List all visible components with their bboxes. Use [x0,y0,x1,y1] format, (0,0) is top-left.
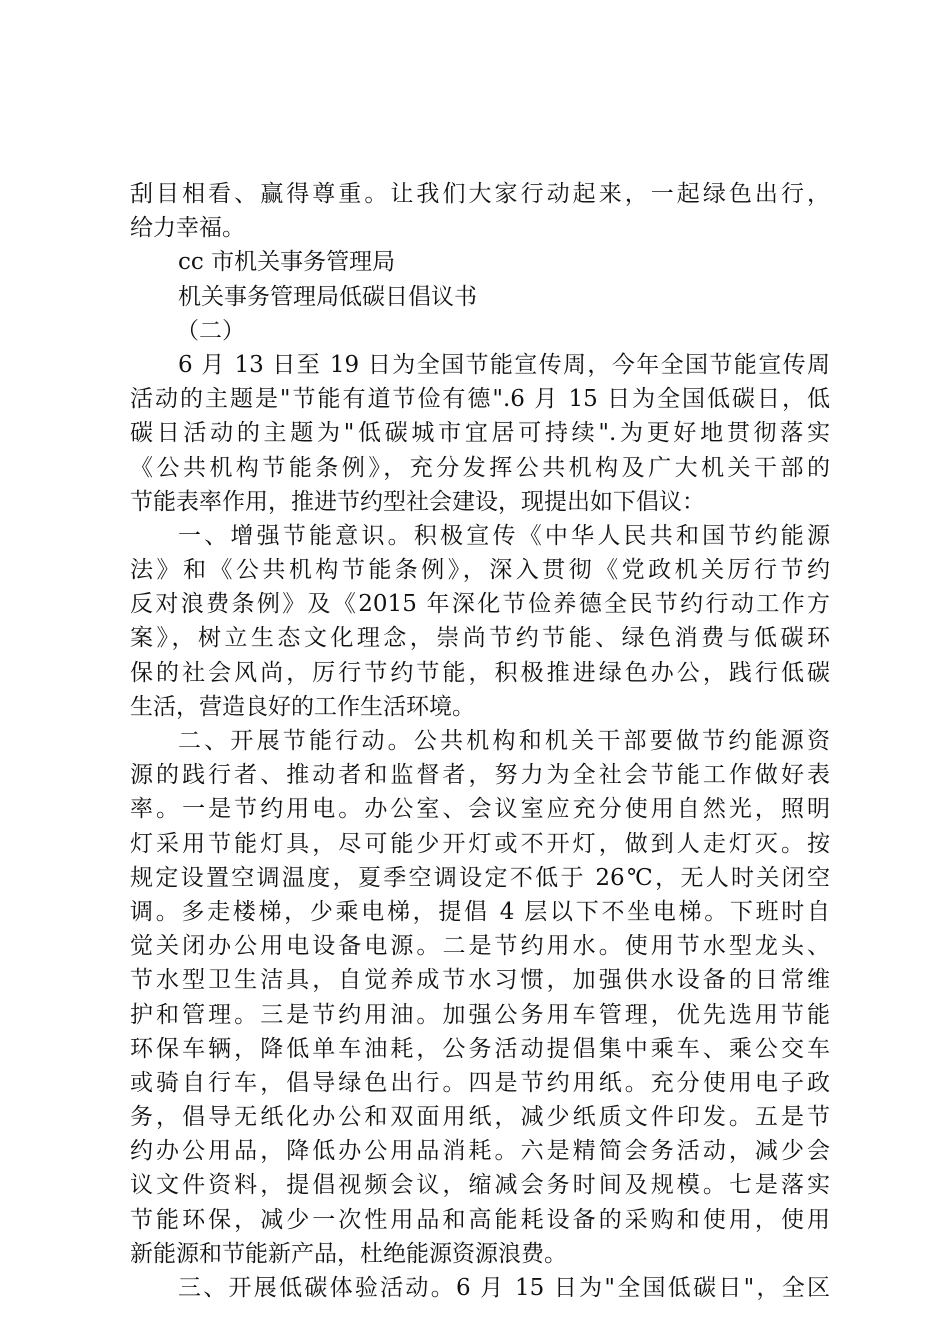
paragraph-line: 规定设置空调温度，夏季空调设定不低于 26℃，无人时关闭空 [130,864,830,891]
closing-text-line: 刮目相看、赢得尊重。让我们大家行动起来，一起绿色出行， [130,181,830,207]
document-subtitle: （二） [176,317,245,344]
signature: cc 市机关事务管理局 [178,249,396,276]
paragraph-line: 觉关闭办公用电设备电源。二是节约用水。使用节水型龙头、 [130,933,830,960]
paragraph-line: 议文件资料，提倡视频会议，缩减会务时间及规模。七是落实 [130,1172,830,1199]
paragraph-line: 或骑自行车，倡导绿色出行。四是节约用纸。充分使用电子政 [130,1069,830,1096]
paragraph-line: 源的践行者、推动者和监督者，努力为全社会节能工作做好表 [130,762,830,789]
paragraph-line: 一、增强节能意识。积极宣传《中华人民共和国节约能源 [178,522,830,549]
paragraph-line: 碳日活动的主题为"低碳城市宜居可持续".为更好地贯彻落实 [130,420,830,447]
paragraph-line: 护和管理。三是节约用油。加强公务用车管理，优先选用节能 [130,1001,830,1028]
paragraph-line: 保的社会风尚，厉行节约节能，积极推进绿色办公，践行低碳 [130,659,830,686]
paragraph-line: 环保车辆，降低单车油耗，公务活动提倡集中乘车、乘公交车 [130,1035,830,1062]
paragraph-line: 约办公用品，降低办公用品消耗。六是精简会务活动，减少会 [130,1138,830,1165]
paragraph-line: 节能表率作用，推进节约型社会建设，现提出如下倡议： [130,488,705,515]
paragraph-line: 调。多走楼梯，少乘电梯，提倡 4 层以下不坐电梯。下班时自 [130,898,830,925]
paragraph-line: 《公共机构节能条例》，充分发挥公共机构及广大机关干部的 [130,454,830,481]
paragraph-line: 节水型卫生洁具，自觉养成节水习惯，加强供水设备的日常维 [130,967,830,994]
document-title: 机关事务管理局低碳日倡议书 [178,283,477,310]
paragraph-line: 6 月 13 日至 19 日为全国节能宣传周，今年全国节能宣传周 [178,351,830,378]
paragraph-line: 率。一是节约用电。办公室、会议室应充分使用自然光，照明 [130,796,830,823]
paragraph-line: 案》，树立生态文化理念，崇尚节约节能、绿色消费与低碳环 [130,625,830,652]
paragraph-line: 法》和《公共机构节能条例》，深入贯彻《党政机关厉行节约 [130,557,830,584]
paragraph-line: 三、开展低碳体验活动。6 月 15 日为"全国低碳日"，全区 [178,1275,830,1301]
paragraph-line: 生活，营造良好的工作生活环境。 [130,693,475,720]
paragraph-line: 务，倡导无纸化办公和双面用纸，减少纸质文件印发。五是节 [130,1104,830,1131]
paragraph-line: 灯采用节能灯具，尽可能少开灯或不开灯，做到人走灯灭。按 [130,830,830,857]
closing-text-line: 给力幸福。 [130,215,245,242]
paragraph-line: 活动的主题是"节能有道节俭有德".6 月 15 日为全国低碳日，低 [130,386,830,413]
paragraph-line: 反对浪费条例》及《2015 年深化节俭养德全民节约行动工作方 [130,591,830,618]
document-body [130,177,830,1305]
paragraph-line: 新能源和节能新产品，杜绝能源资源浪费。 [130,1240,567,1267]
paragraph-line: 二、开展节能行动。公共机构和机关干部要做节约能源资 [178,728,830,754]
paragraph-line: 节能环保，减少一次性用品和高能耗设备的采购和使用，使用 [130,1206,830,1233]
